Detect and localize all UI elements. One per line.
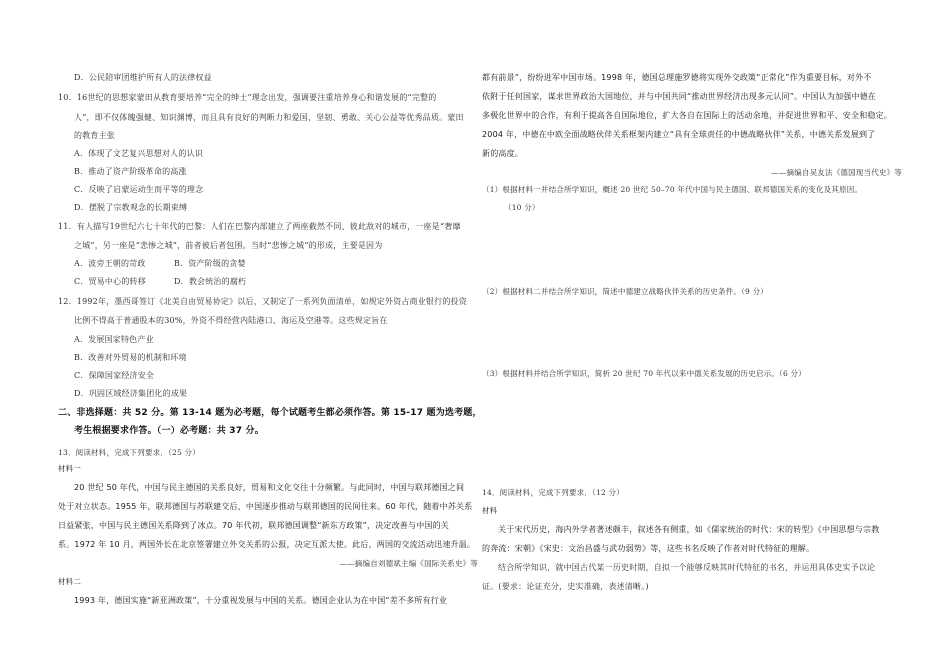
material2-source: ——摘编自吴友法《德国现当代史》等 (771, 168, 902, 177)
q11-stem-line-2: 之城”，另一座是“悲惨之城”，前者被后者包围。当时“悲惨之城”的形成，主要是因为 (74, 241, 383, 250)
q13-material1-line-4: 系。1972 年 10 月，两国外长在北京签署建立外交关系的公报，决定互派大使。此后，两国的交流活动迅速升温。 (58, 540, 476, 549)
q13-sub1-line-1: （1）根据材料一并结合所学知识，概述 20 世纪 50–70 年代中国与民主德国、联邦德国关系的变化及其原因。 (482, 185, 863, 194)
q13-material2-line-1: 1993 年，德国实施“新亚洲政策”，十分重视发展与中国的关系。德国企业认为在中国“差不多所有行业 (74, 596, 448, 605)
section2-heading-line-2: 考生根据要求作答。（一）必考题：共 37 分。 (74, 426, 264, 436)
q13-material2-label: 材料二 (58, 577, 82, 586)
material2-cont-line-4: 2004 年，中德在中欧全面战略伙伴关系框架内建立“具有全球责任的中德战略伙伴”关系，中德关系发展到了 (482, 130, 876, 139)
q11-option-d: D．教会统治的腐朽 (174, 277, 247, 286)
section2-heading-line-1: 二、非选择题：共 52 分。第 13-14 题为必考题，每个试题考生都必须作答。第 15-17 题为选考题， (58, 408, 482, 418)
material2-cont-line-2: 依附于任何国家，谋求世界政治大国地位，并与中国共同“推动世界经济出现多元认同”。中国认为加强中德在 (482, 92, 877, 101)
q11-option-a: A．波旁王朝的苛政 (74, 259, 146, 268)
material2-cont-line-1: 都有前景”，纷纷进军中国市场。1998 年，德国总理施罗德将实现外交政策“正常化”作为重要目标，对外不 (482, 73, 872, 82)
q13-sub1-line-2: （10 分） (504, 203, 540, 212)
q13-material1-source: ——摘编自刘德斌主编《国际关系史》等 (339, 559, 478, 568)
q11-stem-line-1: 11．有人描写19世纪六七十年代的巴黎：人们在巴黎内部建立了两座截然不同、彼此敌对的城市，一座是“奢靡 (58, 222, 461, 231)
q13-material1-line-3: 日益紧张，中国与民主德国关系降到了冰点。70 年代初，联邦德国调整“新东方政策”，决定改善与中国的关 (58, 521, 450, 530)
q14-prompt: 14．阅读材料，完成下列要求．（12 分） (482, 488, 624, 497)
q14-material-label: 材料 (482, 506, 498, 515)
q10-option-a: A．体现了文艺复兴思想对人的认识 (74, 149, 203, 158)
q14-material-line-2: 的奔流：宋朝》《宋史：文治昌盛与武功弱势》等，这些书名反映了作者对时代特征的理解。 (482, 544, 815, 553)
q10-option-b: B．推动了资产阶级革命的高涨 (74, 167, 187, 176)
q10-option-c: C．反映了启蒙运动生而平等的理念 (74, 185, 204, 194)
q13-material1-line-1: 20 世纪 50 年代，中国与民主德国的关系良好，贸易和文化交往十分频繁。与此同时，中国与联邦德国之间 (74, 483, 465, 492)
material2-cont-line-3: 多极化世界中的合作，有利于提高各自国际地位，扩大各自在国际上的活动余地，并促进世界和平、安全和稳定。 (482, 111, 892, 120)
q12-option-d: D．巩固区域经济集团化的成果 (74, 389, 188, 398)
q10-stem-line-2: 人”，即不仅体魄强健、知识渊博，而且具有良好的判断力和爱国、坚韧、勇敢、关心公益等优秀品质。蒙田 (74, 113, 464, 122)
q12-stem-line-1: 12．1992年，墨西哥签订《北美自由贸易协定》以后，又制定了一系列负面清单，如规定外资占商业银行的投资 (58, 297, 467, 306)
q11-option-b: B．资产阶级的贪婪 (174, 259, 246, 268)
q11-option-c: C．贸易中心的转移 (74, 277, 146, 286)
q10-option-d: D．摆脱了宗教观念的长期束缚 (74, 203, 188, 212)
q9-option-d: D．公民陪审团维护所有人的法律权益 (74, 73, 212, 82)
q10-stem-line-1: 10．16世纪的思想家蒙田从教育要培养“完全的绅士”理念出发，强调要注重培养身心和谐发展的“完整的 (58, 93, 437, 102)
material2-cont-line-5: 新的高度。 (482, 149, 523, 158)
q14-task-line-1: 结合所学知识，就中国古代某一历史时期，自拟一个能够反映其时代特征的书名，并运用具体史实予以论 (498, 563, 876, 572)
q13-material1-label: 材料一 (58, 464, 82, 473)
q13-material1-line-2: 处于对立状态。1955 年，联邦德国与苏联建交后，中国逐步推动与联邦德国的民间往来。60 年代，随着中苏关系 (58, 502, 473, 511)
q13-prompt: 13．阅读材料，完成下列要求．（25 分） (58, 448, 200, 457)
q12-stem-line-2: 比例不得高于普通股本的30%，外资不得经营内陆港口、海运及空港等。这些规定旨在 (74, 316, 388, 325)
q12-option-c: C．保障国家经济安全 (74, 371, 155, 380)
q13-sub3: （3）根据材料并结合所学知识，简析 20 世纪 70 年代以来中德关系发展的历史启示。（6 分） (482, 369, 806, 378)
q10-stem-line-3: 的教育主张 (74, 131, 115, 140)
q12-option-a: A．发展国家特色产业 (74, 335, 154, 344)
q12-option-b: B．改善对外贸易的机制和环境 (74, 353, 187, 362)
q14-task-line-2: 证。(要求：论证充分，史实准确，表述清晰。) (482, 582, 649, 591)
q13-sub2: （2）根据材料二并结合所学知识，简述中德建立战略伙伴关系的历史条件。（9 分） (482, 287, 768, 296)
q14-material-line-1: 关于宋代历史，海内外学者著述颇丰，叙述各有侧重，如《儒家统治的时代：宋的转型》《中国思想与宗教 (498, 525, 880, 534)
